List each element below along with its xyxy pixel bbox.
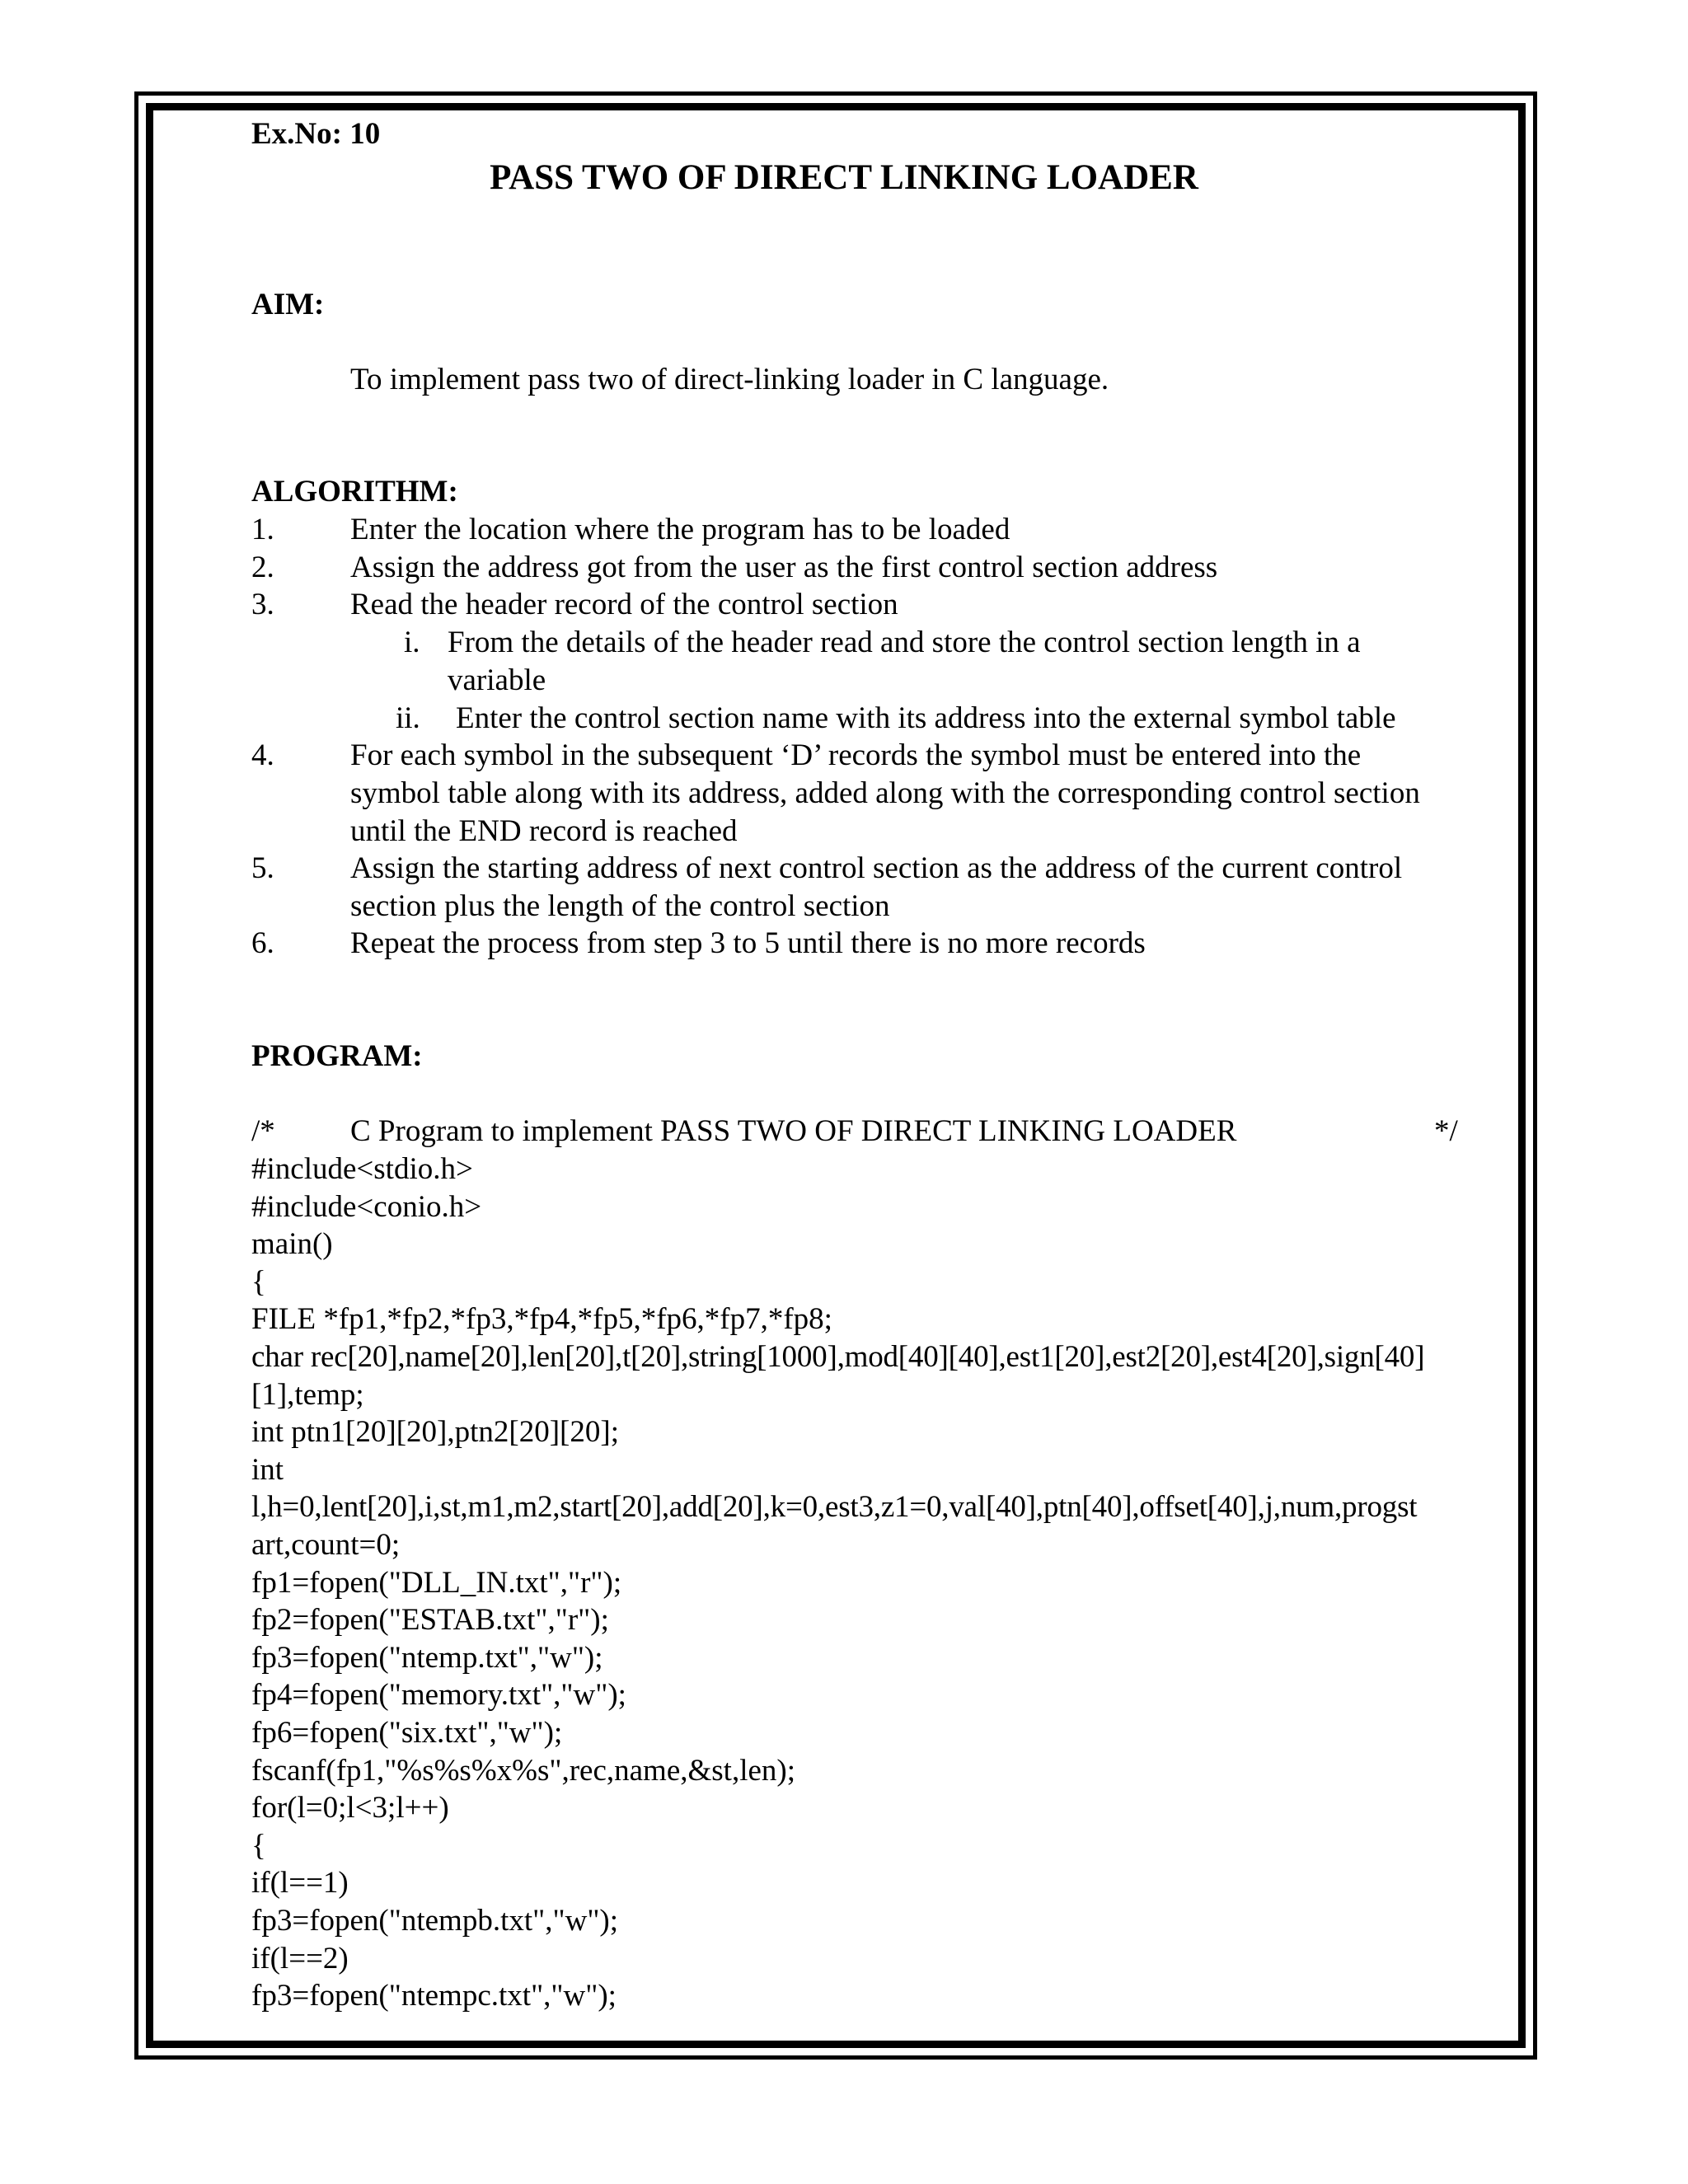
code-line: #include<conio.h> xyxy=(251,1190,482,1224)
step-text: until the END record is reached xyxy=(350,814,738,848)
code-line: fp1=fopen("DLL_IN.txt","r"); xyxy=(251,1566,622,1600)
code-line: fscanf(fp1,"%s%s%x%s",rec,name,&st,len); xyxy=(251,1754,796,1788)
step-text: symbol table along with its address, added along with the corresponding control section xyxy=(350,776,1420,810)
code-line: art,count=0; xyxy=(251,1528,401,1562)
substep-text: variable xyxy=(448,663,546,697)
aim-heading: AIM: xyxy=(251,288,325,321)
code-line: l,h=0,lent[20],i,st,m1,m2,start[20],add[20],k=0,est3,z1=0,val[40],ptn[40],offset[40],j,num,progst xyxy=(251,1490,1418,1524)
step-text: Read the header record of the control section xyxy=(350,588,898,621)
step-number: 2. xyxy=(251,551,274,584)
code-line: char rec[20],name[20],len[20],t[20],string[1000],mod[40][40],est1[20],est2[20],est4[20],sign[40] xyxy=(251,1340,1425,1374)
step-text: section plus the length of the control section xyxy=(350,889,890,923)
code-line: fp2=fopen("ESTAB.txt","r"); xyxy=(251,1603,609,1637)
aim-text: To implement pass two of direct-linking loader in C language. xyxy=(350,363,1109,396)
code-line: FILE *fp1,*fp2,*fp3,*fp4,*fp5,*fp6,*fp7,*fp8; xyxy=(251,1302,832,1336)
step-number: 4. xyxy=(251,738,274,772)
algorithm-heading: ALGORITHM: xyxy=(251,475,458,509)
step-number: 3. xyxy=(251,588,274,621)
substep-text: From the details of the header read and store the control section length in a xyxy=(448,626,1361,659)
code-line: [1],temp; xyxy=(251,1378,364,1412)
code-comment-close: */ xyxy=(1434,1114,1458,1148)
step-text: Enter the location where the program has to be loaded xyxy=(350,513,1010,546)
program-heading: PROGRAM: xyxy=(251,1039,423,1073)
code-line: for(l=0;l<3;l++) xyxy=(251,1791,449,1825)
code-line: int ptn1[20][20],ptn2[20][20]; xyxy=(251,1415,619,1449)
substep-number: ii. xyxy=(396,701,420,735)
step-text: For each symbol in the subsequent ‘D’ records the symbol must be entered into the xyxy=(350,738,1362,772)
code-line: int xyxy=(251,1453,284,1487)
code-comment-open: /* xyxy=(251,1114,275,1148)
step-number: 1. xyxy=(251,513,274,546)
step-text: Assign the starting address of next control section as the address of the current control xyxy=(350,851,1403,885)
code-line: if(l==2) xyxy=(251,1942,349,1975)
step-text: Assign the address got from the user as the first control section address xyxy=(350,551,1218,584)
step-number: 5. xyxy=(251,851,274,885)
code-line: { xyxy=(251,1265,266,1299)
step-number: 6. xyxy=(251,926,274,960)
code-line: main() xyxy=(251,1227,333,1261)
code-comment-text: C Program to implement PASS TWO OF DIRECT LINKING LOADER xyxy=(350,1114,1237,1148)
exercise-number: Ex.No: 10 xyxy=(251,117,381,151)
page-title: PASS TWO OF DIRECT LINKING LOADER xyxy=(490,158,1198,197)
substep-text: Enter the control section name with its address into the external symbol table xyxy=(456,701,1396,735)
code-line: { xyxy=(251,1829,266,1863)
step-text: Repeat the process from step 3 to 5 until there is no more records xyxy=(350,926,1146,960)
code-line: if(l==1) xyxy=(251,1866,349,1900)
code-line: fp3=fopen("ntempb.txt","w"); xyxy=(251,1904,619,1938)
code-line: #include<stdio.h> xyxy=(251,1152,473,1186)
code-line: fp4=fopen("memory.txt","w"); xyxy=(251,1678,626,1712)
substep-number: i. xyxy=(404,626,420,659)
code-line: fp3=fopen("ntempc.txt","w"); xyxy=(251,1979,617,2013)
code-line: fp6=fopen("six.txt","w"); xyxy=(251,1716,563,1750)
code-line: fp3=fopen("ntemp.txt","w"); xyxy=(251,1641,603,1675)
